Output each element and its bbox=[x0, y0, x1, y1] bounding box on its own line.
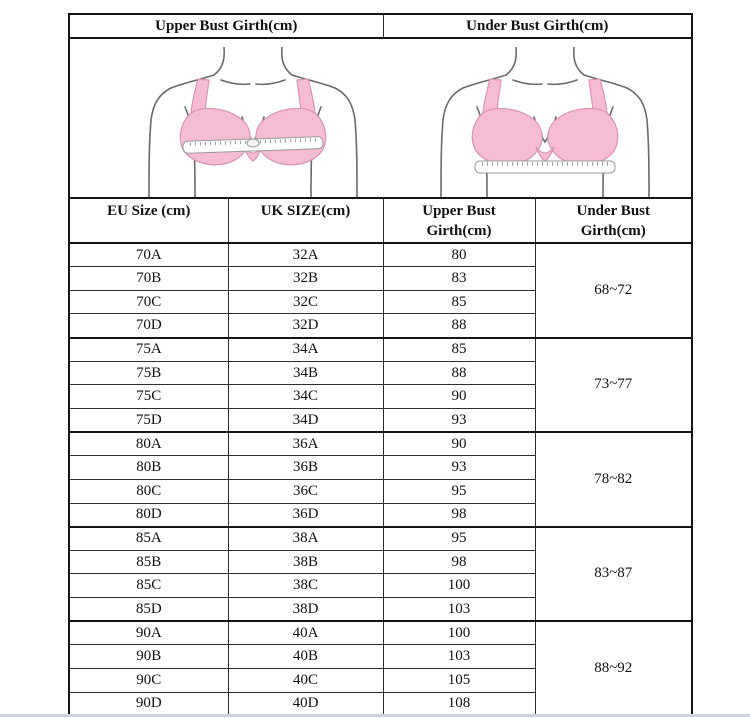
column-headers-row bbox=[69, 198, 692, 243]
uk-size-cell: 40C bbox=[228, 669, 383, 693]
col-header-line2: Girth(cm) bbox=[426, 223, 492, 239]
upper-bust-cell: 98 bbox=[383, 503, 535, 527]
eu-size-cell: 75A bbox=[69, 338, 228, 362]
under-bust-range-cell: 88~92 bbox=[535, 621, 692, 716]
col-header-upper-bust bbox=[383, 198, 535, 243]
size-row bbox=[69, 243, 692, 267]
eu-size-cell: 80C bbox=[69, 479, 228, 503]
col-header-uk-size bbox=[228, 198, 383, 243]
eu-size-cell: 75D bbox=[69, 408, 228, 432]
upper-bust-girth-header: Upper Bust Girth(cm) bbox=[69, 14, 383, 38]
uk-size-cell: 36B bbox=[228, 456, 383, 480]
uk-size-cell: 38C bbox=[228, 574, 383, 598]
upper-bust-cell: 103 bbox=[383, 598, 535, 622]
tape-clasp-icon bbox=[247, 139, 259, 147]
uk-size-cell: 32A bbox=[228, 243, 383, 267]
eu-size-cell: 90D bbox=[69, 692, 228, 716]
uk-size-cell: 34B bbox=[228, 361, 383, 385]
upper-bust-cell: 108 bbox=[383, 692, 535, 716]
upper-bust-cell: 80 bbox=[383, 243, 535, 267]
uk-size-cell: 34C bbox=[228, 385, 383, 409]
uk-size-cell: 40A bbox=[228, 621, 383, 645]
eu-size-cell: 75C bbox=[69, 385, 228, 409]
col-header-line1: EU Size (cm) bbox=[107, 203, 191, 219]
eu-size-cell: 80A bbox=[69, 432, 228, 456]
uk-size-cell: 38A bbox=[228, 527, 383, 551]
eu-size-cell: 90B bbox=[69, 645, 228, 669]
eu-size-cell: 85C bbox=[69, 574, 228, 598]
eu-size-cell: 70C bbox=[69, 290, 228, 314]
upper-bust-cell: 100 bbox=[383, 574, 535, 598]
col-header-under-bust bbox=[535, 198, 692, 243]
upper-bust-cell: 88 bbox=[383, 361, 535, 385]
upper-bust-cell: 85 bbox=[383, 290, 535, 314]
col-header-eu-size bbox=[69, 198, 228, 243]
upper-bust-cell: 93 bbox=[383, 408, 535, 432]
size-row bbox=[69, 527, 692, 551]
under-bust-range-cell: 73~77 bbox=[535, 338, 692, 433]
upper-bust-cell: 88 bbox=[383, 314, 535, 338]
bottom-divider bbox=[0, 714, 750, 717]
eu-size-cell: 80D bbox=[69, 503, 228, 527]
figures-wrap bbox=[70, 39, 691, 197]
col-header-line1: Upper Bust bbox=[422, 203, 496, 219]
upper-bust-cell: 98 bbox=[383, 550, 535, 574]
upper-bust-cell: 95 bbox=[383, 527, 535, 551]
uk-size-cell: 36A bbox=[228, 432, 383, 456]
col-header-line1: UK SIZE(cm) bbox=[260, 203, 351, 219]
eu-size-cell: 90C bbox=[69, 669, 228, 693]
under-bust-girth-header: Under Bust Girth(cm) bbox=[383, 14, 692, 38]
uk-size-cell: 38B bbox=[228, 550, 383, 574]
col-header-line1: Under Bust bbox=[576, 203, 650, 219]
size-row bbox=[69, 432, 692, 456]
eu-size-cell: 70B bbox=[69, 267, 228, 291]
under-bust-range-cell: 83~87 bbox=[535, 527, 692, 622]
size-chart-table bbox=[68, 13, 693, 717]
uk-size-cell: 34D bbox=[228, 408, 383, 432]
uk-size-cell: 36C bbox=[228, 479, 383, 503]
uk-size-cell: 32C bbox=[228, 290, 383, 314]
upper-bust-cell: 85 bbox=[383, 338, 535, 362]
eu-size-cell: 85B bbox=[69, 550, 228, 574]
upper-bust-cell: 90 bbox=[383, 385, 535, 409]
upper-bust-cell: 105 bbox=[383, 669, 535, 693]
eu-size-cell: 90A bbox=[69, 621, 228, 645]
uk-size-cell: 34A bbox=[228, 338, 383, 362]
upper-bust-cell: 83 bbox=[383, 267, 535, 291]
uk-size-cell: 40D bbox=[228, 692, 383, 716]
size-row bbox=[69, 338, 692, 362]
upper-bust-cell: 95 bbox=[383, 479, 535, 503]
upper-bust-illustration bbox=[128, 47, 378, 197]
eu-size-cell: 85A bbox=[69, 527, 228, 551]
uk-size-cell: 32B bbox=[228, 267, 383, 291]
uk-size-cell: 36D bbox=[228, 503, 383, 527]
top-header-row bbox=[69, 14, 692, 38]
upper-bust-cell: 93 bbox=[383, 456, 535, 480]
uk-size-cell: 40B bbox=[228, 645, 383, 669]
figures-row bbox=[69, 38, 692, 198]
eu-size-cell: 80B bbox=[69, 456, 228, 480]
eu-size-cell: 70D bbox=[69, 314, 228, 338]
under-bust-illustration bbox=[420, 47, 670, 197]
uk-size-cell: 32D bbox=[228, 314, 383, 338]
upper-bust-cell: 90 bbox=[383, 432, 535, 456]
col-header-line2: Girth(cm) bbox=[580, 223, 646, 239]
upper-bust-cell: 103 bbox=[383, 645, 535, 669]
size-row bbox=[69, 621, 692, 645]
eu-size-cell: 85D bbox=[69, 598, 228, 622]
under-bust-range-cell: 78~82 bbox=[535, 432, 692, 527]
figures-cell bbox=[69, 38, 692, 198]
uk-size-cell: 38D bbox=[228, 598, 383, 622]
under-bust-range-cell: 68~72 bbox=[535, 243, 692, 338]
size-chart-body bbox=[69, 243, 692, 716]
eu-size-cell: 70A bbox=[69, 243, 228, 267]
upper-bust-cell: 100 bbox=[383, 621, 535, 645]
eu-size-cell: 75B bbox=[69, 361, 228, 385]
